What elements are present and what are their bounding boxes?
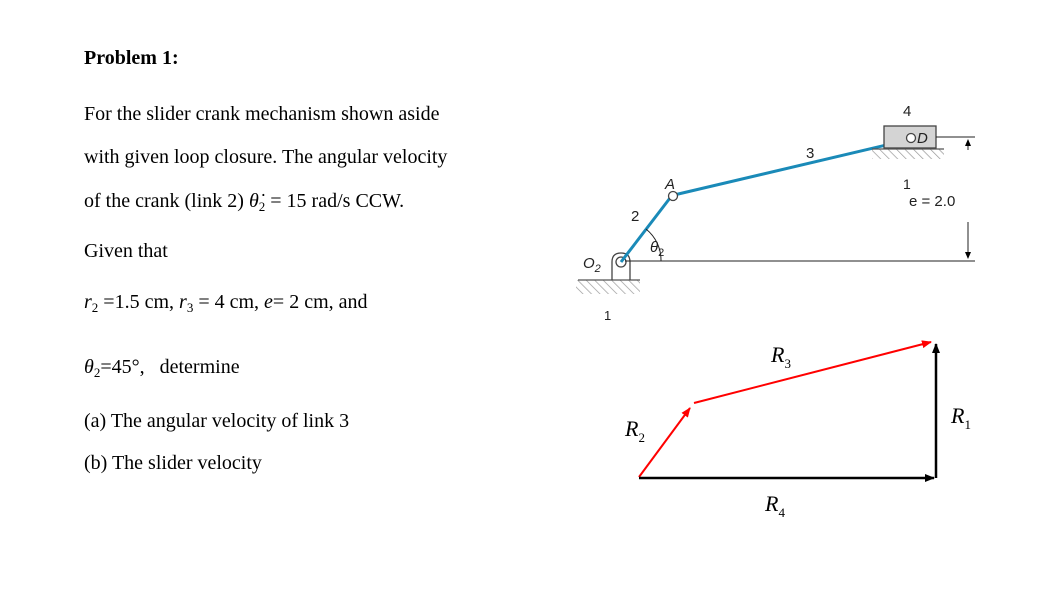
theta2-label: $\theta_2$ bbox=[650, 239, 665, 259]
theta-dot-symbol: θ̇ bbox=[248, 190, 259, 212]
link-3-label: 3 bbox=[806, 145, 815, 162]
theta-subscript: 2 bbox=[93, 365, 101, 380]
joint-d bbox=[907, 134, 916, 143]
offset-label: e = 2.0 bbox=[909, 193, 956, 210]
joint-d-label: D bbox=[917, 130, 928, 147]
line3-prefix: of the crank (link 2) bbox=[84, 190, 244, 212]
slider-4-label: 4 bbox=[903, 103, 912, 120]
problem-title: Problem 1: bbox=[84, 47, 179, 69]
given-label: Given that bbox=[84, 240, 168, 262]
r2-symbol: r bbox=[84, 291, 92, 313]
r2-subscript: 2 bbox=[91, 300, 99, 315]
r3-vector-label: $R_3$ bbox=[771, 342, 791, 371]
pivot-o2-label: $O_2$ bbox=[583, 255, 601, 275]
r1-vector-label: $R_1$ bbox=[951, 403, 971, 432]
ground-o2 bbox=[576, 280, 640, 294]
ground-1-label: 1 bbox=[604, 308, 612, 323]
theta-symbol: θ bbox=[84, 356, 94, 378]
problem-line-1: For the slider crank mechanism shown aside bbox=[84, 103, 440, 125]
problem-line-2: with given loop closure. The angular velocity bbox=[84, 146, 448, 168]
line3-suffix: = 15 rad/s CCW. bbox=[270, 190, 405, 212]
e-value: = 2 cm, and bbox=[272, 291, 368, 313]
part-a: (a) The angular velocity of link 3 bbox=[84, 410, 350, 432]
e-symbol: e bbox=[264, 291, 273, 313]
slider-ground-label: 1 bbox=[903, 176, 911, 192]
theta-dot-subscript: 2 bbox=[258, 199, 266, 214]
r2-vector-label: $R_2$ bbox=[625, 416, 645, 445]
theta-value: =45°, bbox=[100, 356, 145, 378]
r4-vector-label: $R_4$ bbox=[765, 491, 785, 520]
vector-r3 bbox=[694, 342, 931, 403]
slider-ground-hatch bbox=[872, 149, 944, 159]
joint-a-label: A bbox=[665, 176, 676, 193]
link-2-label: 2 bbox=[631, 208, 640, 225]
r3-subscript: 3 bbox=[186, 300, 194, 315]
part-b: (b) The slider velocity bbox=[84, 452, 262, 474]
vector-r2 bbox=[639, 408, 690, 477]
r2-value: =1.5 cm, bbox=[98, 291, 175, 313]
link-3 bbox=[674, 138, 916, 195]
r3-value: = 4 cm, bbox=[193, 291, 260, 313]
determine-label: determine bbox=[159, 356, 240, 378]
r3-symbol: r bbox=[179, 291, 187, 313]
